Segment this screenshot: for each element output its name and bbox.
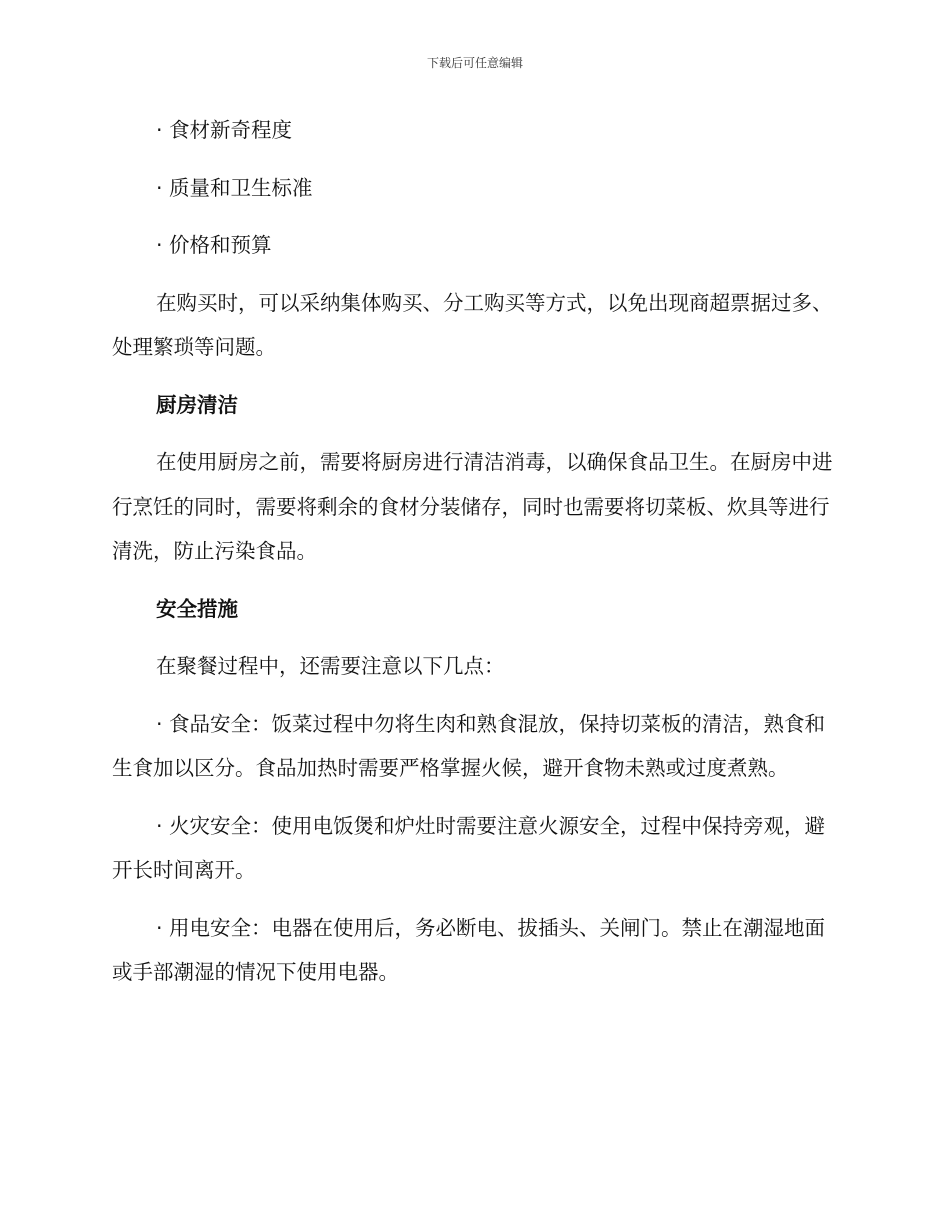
bullet-novelty: · 食材新奇程度 (156, 118, 293, 142)
heading-kitchen-cleaning: 厨房清洁 (156, 392, 238, 417)
heading-safety: 安全措施 (156, 596, 238, 621)
bullet-electric-safety: · 用电安全：电器在使用后，务必断电、拔插头、关闸门。禁止在潮湿地面或手部潮湿的情况下使用电器。 (112, 915, 826, 984)
bullet-food-safety: · 食品安全：饭菜过程中勿将生肉和熟食混放，保持切菜板的清洁，熟食和生食加以区分。食品加热时需要严格掌握火候，避开食物未熟或过度煮熟。 (112, 711, 826, 780)
page-header: 下载后可任意编辑 (426, 56, 523, 70)
paragraph-purchase: 在购买时，可以采纳集体购买、分工购买等方式，以免出现商超票据过多、处理繁琐等问题。 (112, 290, 833, 359)
paragraph-kitchen-cleaning: 在使用厨房之前，需要将厨房进行清洁消毒，以确保食品卫生。在厨房中进行烹饪的同时，需要将剩余的食材分装储存，同时也需要将切菜板、炊具等进行清洗，防止污染食品。 (112, 450, 833, 563)
bullet-fire-safety: · 火灾安全：使用电饭煲和炉灶时需要注意火源安全，过程中保持旁观，避开长时间离开。 (112, 813, 826, 882)
document-body (112, 108, 834, 1008)
bullet-quality: · 质量和卫生标准 (156, 175, 313, 200)
bullet-price: · 价格和预算 (156, 233, 272, 257)
paragraph-safety-intro: 在聚餐过程中，还需要注意以下几点： (156, 654, 505, 678)
